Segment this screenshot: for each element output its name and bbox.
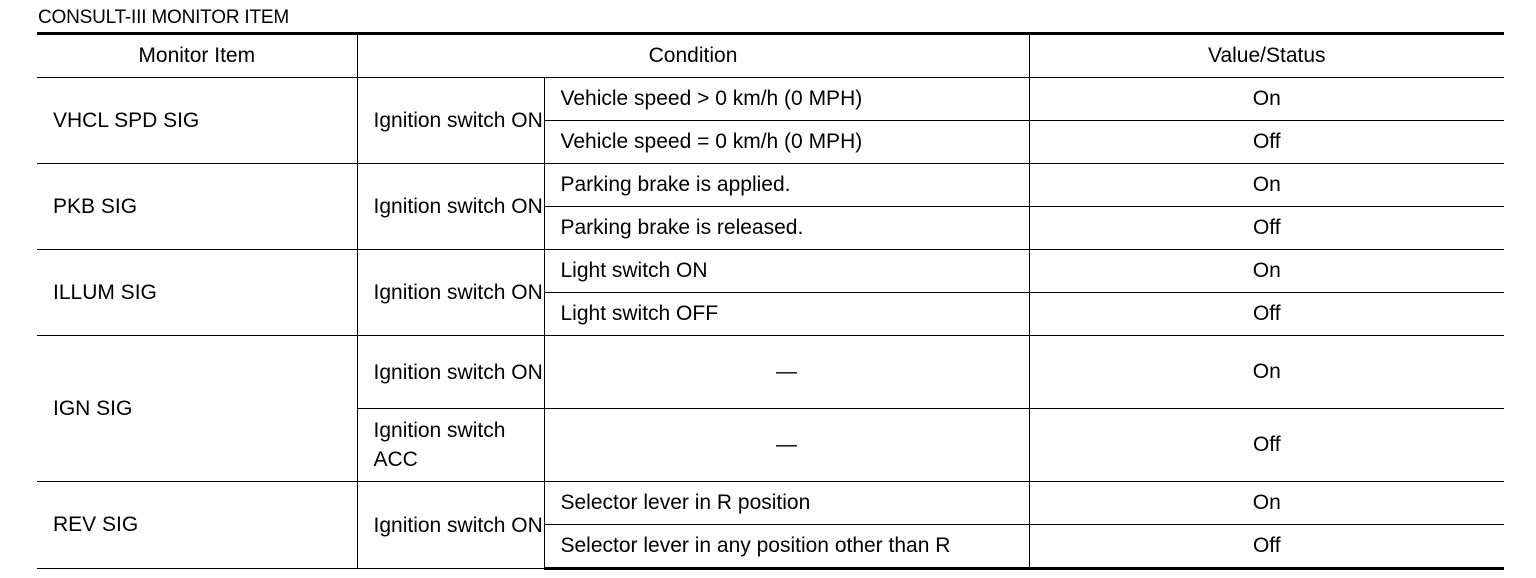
monitor-item-cell: REV SIG: [37, 482, 357, 569]
ignition-condition-cell: Ignition switch ON: [357, 78, 544, 164]
monitor-item-cell: ILLUM SIG: [37, 250, 357, 336]
value-status-cell: Off: [1029, 121, 1504, 164]
value-status-cell: Off: [1029, 409, 1504, 482]
monitor-item-table: [37, 32, 1504, 570]
ignition-condition-cell: Ignition switch ACC: [357, 409, 544, 482]
header-value-status: Value/Status: [1029, 34, 1504, 78]
condition-cell: Selector lever in any position other than R: [544, 525, 1029, 569]
ignition-condition-cell: Ignition switch ON: [357, 250, 544, 336]
value-status-cell: Off: [1029, 525, 1504, 569]
condition-cell: Parking brake is applied.: [544, 164, 1029, 207]
table-header-row: [37, 34, 1504, 78]
value-status-cell: On: [1029, 336, 1504, 409]
table-row: [37, 482, 1504, 525]
value-status-cell: On: [1029, 250, 1504, 293]
ignition-condition-cell: Ignition switch ON: [357, 336, 544, 409]
monitor-item-cell: IGN SIG: [37, 336, 357, 482]
table-row: [37, 164, 1504, 207]
ignition-condition-cell: Ignition switch ON: [357, 482, 544, 569]
condition-cell: —: [544, 409, 1029, 482]
condition-cell: Light switch ON: [544, 250, 1029, 293]
document-title: CONSULT-III MONITOR ITEM: [38, 7, 290, 28]
condition-cell: Selector lever in R position: [544, 482, 1029, 525]
condition-cell: Vehicle speed > 0 km/h (0 MPH): [544, 78, 1029, 121]
condition-cell: Vehicle speed = 0 km/h (0 MPH): [544, 121, 1029, 164]
condition-cell: —: [544, 336, 1029, 409]
ignition-condition-cell: Ignition switch ON: [357, 164, 544, 250]
table-row: [37, 336, 1504, 409]
value-status-cell: On: [1029, 78, 1504, 121]
table-row: [37, 250, 1504, 293]
monitor-item-cell: VHCL SPD SIG: [37, 78, 357, 164]
value-status-cell: On: [1029, 164, 1504, 207]
table-row: [37, 78, 1504, 121]
value-status-cell: Off: [1029, 293, 1504, 336]
header-condition: Condition: [357, 34, 1029, 78]
value-status-cell: On: [1029, 482, 1504, 525]
value-status-cell: Off: [1029, 207, 1504, 250]
monitor-item-cell: PKB SIG: [37, 164, 357, 250]
condition-cell: Parking brake is released.: [544, 207, 1029, 250]
condition-cell: Light switch OFF: [544, 293, 1029, 336]
header-monitor-item: Monitor Item: [37, 34, 357, 78]
